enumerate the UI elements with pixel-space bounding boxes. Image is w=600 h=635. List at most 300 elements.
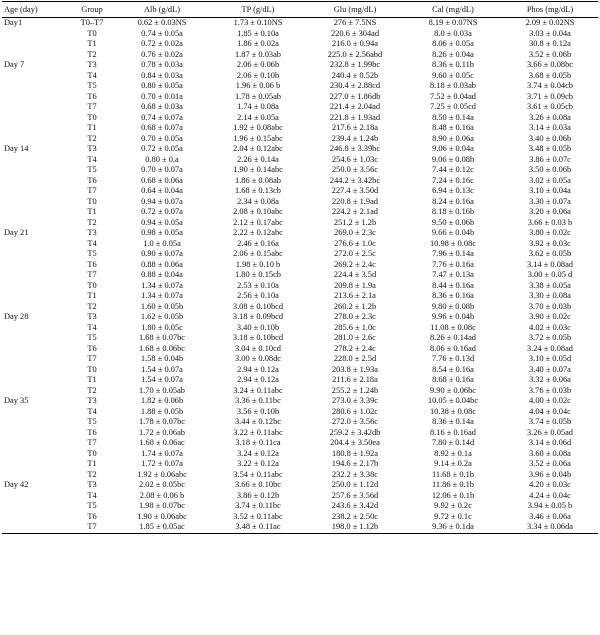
age-day-cell (2, 50, 70, 61)
cal-cell: 7.76 ± 0.13d (431, 354, 475, 363)
alb-cell: 2.08 ± 0.06 b (139, 490, 185, 500)
group-cell: T7 (87, 186, 97, 195)
alb-cell: 0.90 ± 0.07a (141, 249, 183, 258)
group-cell: T5 (87, 81, 97, 90)
cal-cell: 9.96 ± 0.04b (431, 312, 475, 321)
tp-cell: 3.52 ± 0.11abc (233, 511, 283, 521)
age-day-cell: Day 14 (4, 144, 29, 153)
group-cell: T7 (87, 270, 97, 279)
age-day-cell: Day1 (4, 18, 23, 27)
tp-cell: 2.06 ± 0.06b (236, 60, 280, 69)
tp-cell: 2.53 ± 0.10a (237, 280, 279, 290)
glu-cell: 227.4 ± 3.50d (331, 186, 379, 195)
cal-cell: 8.36 ± 0.14a (432, 417, 474, 426)
alb-cell: 0.94 ± 0.07a (141, 196, 183, 206)
cal-cell: 8.50 ± 0.14a (432, 112, 474, 122)
glu-cell: 278.2 ± 2.4c (334, 343, 376, 353)
tp-cell: 3.18 ± 0.09bcd (232, 312, 284, 321)
header-row (2, 2, 598, 18)
cal-cell: 7.47 ± 0.13a (432, 270, 474, 279)
header-phos: Phos (mg/dL) (502, 2, 598, 18)
phos-cell: 3.03 ± 0.04a (529, 28, 571, 38)
age-day-cell (2, 155, 70, 166)
phos-cell: 3.96 ± 0.04b (528, 469, 572, 479)
glu-cell: 209.8 ± 1.9a (334, 280, 376, 290)
table-row (2, 365, 598, 376)
tp-cell: 3.24 ± 0.11abc (233, 385, 283, 395)
group-cell: T7 (87, 354, 97, 363)
tp-cell: 2.56 ± 0.10a (237, 291, 279, 300)
table-row (2, 134, 598, 145)
table-row (2, 144, 598, 155)
cal-cell: 8.68 ± 0.16a (432, 375, 474, 384)
group-cell: T0 (87, 448, 97, 458)
cal-cell: 8.16 ± 0.16ad (429, 427, 476, 437)
age-day-cell (2, 186, 70, 197)
tp-cell: 1.92 ± 0.08abc (233, 123, 283, 132)
cal-cell: 8.18 ± 0.16b (431, 207, 475, 216)
group-cell: T6 (87, 259, 97, 269)
table-row (2, 417, 598, 428)
phos-cell: 3.46 ± 0.06a (529, 511, 571, 521)
phos-cell: 3.02 ± 0.05a (529, 175, 571, 185)
age-day-cell (2, 438, 70, 449)
alb-cell: 1.68 ± 0.06bc (138, 343, 185, 353)
age-day-cell (2, 365, 70, 376)
group-cell: T4 (87, 70, 97, 80)
cal-cell: 7.44 ± 0.12c (432, 165, 474, 174)
alb-cell: 1.0 ± 0.05a (143, 238, 181, 248)
glu-cell: 276.6 ± 1.0c (334, 238, 376, 248)
alb-cell: 0.70 ± 0.05a (141, 133, 183, 143)
table-row (2, 197, 598, 208)
phos-cell: 4.00 ± 0.02c (529, 396, 571, 405)
phos-cell: 3.48 ± 0.05b (528, 144, 572, 153)
group-cell: T0–T7 (80, 18, 104, 27)
alb-cell: 1.58 ± 0.04b (140, 354, 184, 363)
alb-cell: 0.94 ± 0.05a (141, 217, 183, 227)
age-day-cell (2, 113, 70, 124)
tp-cell: 3.24 ± 0.12a (237, 448, 279, 458)
age-day-cell (2, 407, 70, 418)
age-day-cell (2, 375, 70, 386)
glu-cell: 198.0 ± 1.12b (306, 522, 404, 533)
tp-cell: 1.68 ± 0.13cb (234, 186, 281, 195)
glu-cell: 250.0 ± 1.12d (331, 480, 379, 489)
phos-cell: 3.74 ± 0.04cb (526, 81, 573, 90)
tp-cell: 1.98 ± 0.10 b (235, 259, 281, 269)
header-alb: Alb (g/dL) (114, 2, 210, 18)
cal-cell: 11.08 ± 0.08c (430, 322, 476, 332)
age-day-cell (2, 512, 70, 523)
age-day-cell (2, 323, 70, 334)
glu-cell: 232.8 ± 1.99bc (329, 60, 381, 69)
group-cell: T2 (87, 469, 97, 479)
group-cell: T3 (87, 312, 97, 321)
tp-cell: 2.26 ± 0.14a (237, 154, 279, 164)
age-day-cell: Day 28 (4, 312, 29, 321)
age-day-cell (2, 270, 70, 281)
phos-cell: 4.20 ± 0.03c (529, 480, 571, 489)
phos-cell: 3.38 ± 0.05a (529, 280, 571, 290)
glu-cell: 221.8 ± 1.93ad (329, 112, 381, 122)
phos-cell: 30.8 ± 0.12a (529, 39, 571, 48)
cal-cell: 10.98 ± 0.08c (429, 238, 476, 248)
age-day-cell (2, 354, 70, 365)
tp-cell: 1.73 ± 0.10NS (233, 18, 283, 27)
age-day-cell (2, 197, 70, 208)
glu-cell: 278.0 ± 2.3c (334, 312, 376, 321)
age-day-cell: Day 21 (4, 228, 29, 237)
tp-cell: 2.06 ± 0.15abc (233, 249, 283, 258)
tp-cell: 3.48 ± 0.11ac (210, 522, 306, 533)
header-age-day: Age (day) (2, 2, 70, 18)
age-day-cell (2, 39, 70, 50)
cal-cell: 8.06 ± 0.16ad (429, 343, 476, 353)
cal-cell: 7.25 ± 0.05cd (429, 102, 476, 111)
age-day-cell: Day 35 (4, 396, 29, 405)
cal-cell: 11.86 ± 0.1b (432, 480, 474, 489)
glu-cell: 228.0 ± 2.5d (333, 354, 377, 363)
group-cell: T7 (87, 102, 97, 111)
group-cell: T4 (87, 238, 97, 248)
table-row (2, 407, 598, 418)
table-row (2, 323, 598, 334)
group-cell: T3 (87, 396, 97, 405)
cal-cell: 8.24 ± 0.16a (432, 196, 474, 206)
alb-cell: 1.62 ± 0.05b (140, 312, 184, 321)
cal-cell: 8.36 ± 0.16a (432, 291, 474, 300)
alb-cell: 0.80 ± 0.a (145, 154, 179, 164)
phos-cell: 3.62 ± 0.05b (528, 249, 572, 258)
age-day-cell (2, 449, 70, 460)
group-cell: T4 (87, 322, 97, 332)
group-cell: T3 (87, 228, 97, 237)
alb-cell: 1.78 ± 0.07bc (138, 417, 185, 426)
group-cell: T2 (87, 133, 97, 143)
phos-cell: 3.14 ± 0.08ad (526, 259, 573, 269)
header-tp: TP (g/dL) (210, 2, 306, 18)
glu-cell: 216.0 ± 0.94a (331, 39, 378, 48)
table-row (2, 428, 598, 439)
table-row (2, 92, 598, 103)
cal-cell: 9.06 ± 0.08b (431, 154, 475, 164)
cal-cell: 8.26 ± 0.14ad (429, 333, 476, 342)
glu-cell: 259.2 ± 3.42db (329, 427, 381, 437)
glu-cell: 224.4 ± 3.5d (333, 270, 377, 279)
phos-cell: 3.76 ± 0.03b (528, 385, 572, 395)
cal-cell: 8.26 ± 0.04a (432, 49, 474, 59)
tp-cell: 3.08 ± 0.10bcd (232, 301, 284, 311)
alb-cell: 0.72 ± 0.07a (141, 207, 183, 216)
alb-cell: 0.68 ± 0.03a (141, 102, 183, 111)
group-cell: T1 (87, 123, 97, 132)
table-row (2, 396, 598, 407)
glu-cell: 276 ± 7.5NS (333, 18, 377, 27)
alb-cell: 1.80 ± 0.05c (141, 322, 183, 332)
alb-cell: 1.98 ± 0.07bc (138, 501, 185, 510)
table-row (2, 480, 598, 491)
group-cell: T6 (87, 175, 97, 185)
glu-cell: 260.2 ± 1.2b (333, 301, 377, 311)
group-cell: T5 (87, 417, 97, 426)
alb-cell: 1.82 ± 0.06b (140, 396, 184, 405)
glu-cell: 213.6 ± 2.1a (334, 291, 376, 300)
phos-cell: 3.52 ± 0.06b (528, 49, 572, 59)
glu-cell: 230.4 ± 2.88cd (329, 81, 381, 90)
tp-cell: 2.08 ± 0.10abc (233, 207, 283, 216)
age-day-cell (2, 134, 70, 145)
tp-cell: 2.94 ± 0.12a (237, 364, 279, 374)
age-day-cell: Day 7 (4, 60, 25, 69)
table-row (2, 344, 598, 355)
glu-cell: 243.6 ± 3.42d (331, 501, 379, 510)
group-cell: T1 (87, 39, 97, 48)
age-day-cell (2, 470, 70, 481)
tp-cell: 2.34 ± 0.08a (237, 196, 279, 206)
age-day-cell (2, 386, 70, 397)
tp-cell: 3.04 ± 0.10cd (234, 343, 281, 353)
alb-cell: 0.84 ± 0.03a (141, 70, 183, 80)
age-day-cell (2, 218, 70, 229)
glu-cell: 239.4 ± 1.24b (331, 133, 379, 143)
phos-cell: 3.72 ± 0.05b (528, 333, 572, 342)
table-row (2, 386, 598, 397)
cal-cell: 8.90 ± 0.06a (432, 133, 474, 143)
table-row (2, 501, 598, 512)
phos-cell: 3.70 ± 0.03b (528, 301, 572, 311)
alb-cell: 0.74 ± 0.07a (141, 112, 183, 122)
table-row (2, 71, 598, 82)
alb-cell: 1.70 ± 0.05ab (138, 385, 185, 395)
blood-parameters-table (2, 1, 598, 534)
table-row (2, 449, 598, 460)
tp-cell: 3.74 ± 0.11bc (235, 501, 281, 510)
cal-cell: 10.05 ± 0.04bc (427, 396, 479, 405)
header-cal: Cal (mg/dL) (404, 2, 502, 18)
alb-cell: 1.72 ± 0.06ab (138, 427, 185, 437)
group-cell: T0 (87, 112, 97, 122)
age-day-cell (2, 239, 70, 250)
table-row (2, 155, 598, 166)
table-row (2, 218, 598, 229)
alb-cell: 0.62 ± 0.03NS (137, 18, 187, 27)
table-row (2, 81, 598, 92)
group-cell: T2 (87, 49, 97, 59)
age-day-cell (2, 176, 70, 187)
phos-cell: 3.71 ± 0.09cb (526, 91, 573, 101)
header-group: Group (70, 2, 114, 18)
cal-cell: 9.36 ± 0.1da (404, 522, 502, 533)
glu-cell: 238.2 ± 2.50c (331, 511, 378, 521)
tp-cell: 2.04 ± 0.12abc (233, 144, 283, 153)
cal-cell: 9.60 ± 0.05c (432, 70, 474, 80)
age-day-cell (2, 302, 70, 313)
cal-cell: 7.76 ± 0.16a (432, 259, 474, 269)
results-table-container (2, 1, 598, 534)
group-cell: T5 (87, 249, 97, 258)
cal-cell: 9.06 ± 0.04a (432, 144, 474, 153)
group-cell: T0 (87, 196, 97, 206)
glu-cell: 251.2 ± 1.2b (333, 217, 377, 227)
glu-cell: 281.0 ± 2.6c (334, 333, 376, 342)
age-day-cell (2, 29, 70, 40)
phos-cell: 3.94 ± 0.05 b (527, 501, 573, 510)
group-cell: T5 (87, 165, 97, 174)
cal-cell: 6.94 ± 0.13c (432, 186, 474, 195)
group-cell: T1 (87, 207, 97, 216)
alb-cell: 0.72 ± 0.05a (141, 144, 183, 153)
table-row (2, 249, 598, 260)
group-cell: T4 (87, 490, 97, 500)
age-day-cell (2, 291, 70, 302)
tp-cell: 3.56 ± 0.10b (236, 406, 280, 416)
age-day-cell (2, 501, 70, 512)
glu-cell: 269.2 ± 2.4c (334, 259, 376, 269)
tp-cell: 1.96 ± 0.15abc (233, 133, 283, 143)
phos-cell: 3.14 ± 0.06d (528, 438, 572, 447)
tp-cell: 1.80 ± 0.15cb (234, 270, 281, 279)
tp-cell: 3.18 ± 0.10bcd (232, 333, 284, 342)
age-day-cell (2, 333, 70, 344)
glu-cell: 272.0 ± 3.56c (331, 417, 378, 426)
cal-cell: 8.06 ± 0.05a (432, 39, 474, 48)
cal-cell: 9.14 ± 0.2a (434, 459, 472, 468)
group-cell: T2 (87, 301, 97, 311)
age-day-cell (2, 281, 70, 292)
cal-cell: 8.36 ± 0.11b (432, 60, 474, 69)
alb-cell: 2.02 ± 0.05bc (138, 480, 185, 489)
glu-cell: 250.0 ± 3.56c (331, 165, 378, 174)
age-day-cell (2, 491, 70, 502)
table-row (2, 260, 598, 271)
phos-cell: 3.92 ± 0.03c (529, 238, 571, 248)
glu-cell: 203.8 ± 1.93a (331, 364, 378, 374)
group-cell: T6 (87, 427, 97, 437)
group-cell: T7 (70, 522, 114, 533)
phos-cell: 3.80 ± 0.02c (529, 228, 571, 237)
tp-cell: 3.22 ± 0.12a (237, 459, 279, 468)
phos-cell: 3.20 ± 0.06a (529, 207, 571, 216)
cal-cell: 8.54 ± 0.16a (432, 364, 474, 374)
phos-cell: 3.74 ± 0.05b (528, 417, 572, 426)
glu-cell: 280.6 ± 1.02c (331, 406, 378, 416)
alb-cell: 0.70 ± 0.07a (141, 165, 183, 174)
tp-cell: 1.90 ± 0.14abc (233, 165, 283, 174)
alb-cell: 0.76 ± 0.02a (141, 49, 183, 59)
alb-cell: 0.88 ± 0.06a (141, 259, 183, 269)
table-row (2, 102, 598, 113)
table-row (2, 302, 598, 313)
tp-cell: 3.44 ± 0.12bc (234, 417, 281, 426)
alb-cell: 0.74 ± 0.05a (141, 28, 183, 38)
cal-cell: 7.24 ± 0.16c (432, 175, 474, 185)
glu-cell: 220.8 ± 1.9ad (331, 196, 378, 206)
group-cell: T4 (87, 406, 97, 416)
glu-cell: 225.0 ± 2.56abd (327, 49, 383, 59)
group-cell: T2 (87, 385, 97, 395)
age-day-cell (2, 249, 70, 260)
group-cell: T3 (87, 60, 97, 69)
cal-cell: 9.72 ± 0.1c (434, 511, 472, 521)
glu-cell: 285.6 ± 1.0c (334, 322, 376, 332)
tp-cell: 3.66 ± 0.10bc (234, 480, 281, 489)
phos-cell: 3.90 ± 0.02c (529, 312, 571, 321)
phos-cell: 3.40 ± 0.07a (529, 364, 571, 374)
phos-cell: 3.14 ± 0.03a (529, 123, 571, 132)
age-day-cell (2, 92, 70, 103)
table-row (2, 281, 598, 292)
alb-cell: 0.88 ± 0.04a (141, 270, 183, 279)
phos-cell: 3.66 ± 0.08bc (526, 60, 573, 69)
phos-cell: 3.10 ± 0.05d (528, 354, 572, 363)
cal-cell: 8.92 ± 0.1a (434, 448, 472, 458)
phos-cell: 3.30 ± 0.08a (529, 291, 571, 300)
tp-cell: 3.00 ± 0.08dc (234, 354, 281, 363)
phos-cell: 3.60 ± 0.08a (529, 448, 571, 458)
table-body (2, 18, 598, 534)
age-day-cell: Day 42 (4, 480, 29, 489)
glu-cell: 269.0 ± 2.3c (334, 228, 376, 237)
age-day-cell (2, 102, 70, 113)
phos-cell: 3.00 ± 0.05 d (527, 270, 573, 279)
group-cell: T0 (87, 28, 97, 38)
age-day-cell (2, 123, 70, 134)
tp-cell: 2.06 ± 0.10b (236, 70, 280, 80)
tp-cell: 2.22 ± 0.12abc (233, 228, 283, 237)
phos-cell: 4.02 ± 0.03c (529, 322, 571, 332)
table-row (2, 438, 598, 449)
alb-cell: 1.54 ± 0.07a (141, 364, 183, 374)
table-row (2, 39, 598, 50)
group-cell: T7 (87, 438, 97, 447)
age-day-cell (2, 417, 70, 428)
phos-cell: 3.66 ± 0.03 b (527, 217, 573, 227)
alb-cell: 0.70 ± 0.01a (141, 91, 183, 101)
cal-cell: 8.18 ± 0.03ab (429, 81, 476, 90)
alb-cell: 1.92 ± 0.06abc (137, 469, 187, 479)
table-row (2, 270, 598, 281)
cal-cell: 8.48 ± 0.16a (432, 123, 474, 132)
table-row (2, 491, 598, 502)
alb-cell: 0.80 ± 0.05a (141, 81, 183, 90)
phos-cell: 3.86 ± 0.07c (529, 154, 571, 164)
cal-cell: 12.06 ± 0.1b (431, 490, 475, 500)
table-row (2, 375, 598, 386)
alb-cell: 1.74 ± 0.07a (141, 448, 183, 458)
alb-cell: 1.88 ± 0.05b (140, 406, 184, 416)
tp-cell: 2.46 ± 0.16a (237, 238, 279, 248)
group-cell: T6 (87, 511, 97, 521)
tp-cell: 3.86 ± 0.12b (236, 490, 280, 500)
cal-cell: 9.66 ± 0.04b (431, 228, 475, 237)
phos-cell: 3.61 ± 0.05cb (526, 102, 573, 111)
glu-cell: 204.4 ± 3.50ea (330, 438, 380, 447)
cal-cell: 7.96 ± 0.14a (432, 249, 474, 258)
table-row (2, 522, 598, 533)
group-cell: T1 (87, 291, 97, 300)
alb-cell: 1.34 ± 0.07a (141, 280, 183, 290)
glu-cell: 272.0 ± 2.5c (334, 249, 376, 258)
table-row (2, 50, 598, 61)
age-day-cell (2, 207, 70, 218)
age-day-cell (2, 459, 70, 470)
table-row (2, 459, 598, 470)
tp-cell: 1.85 ± 0.10a (237, 28, 279, 38)
cal-cell: 9.80 ± 0.08b (431, 301, 475, 311)
phos-cell: 3.40 ± 0.06b (528, 133, 572, 143)
age-day-cell (2, 522, 70, 533)
